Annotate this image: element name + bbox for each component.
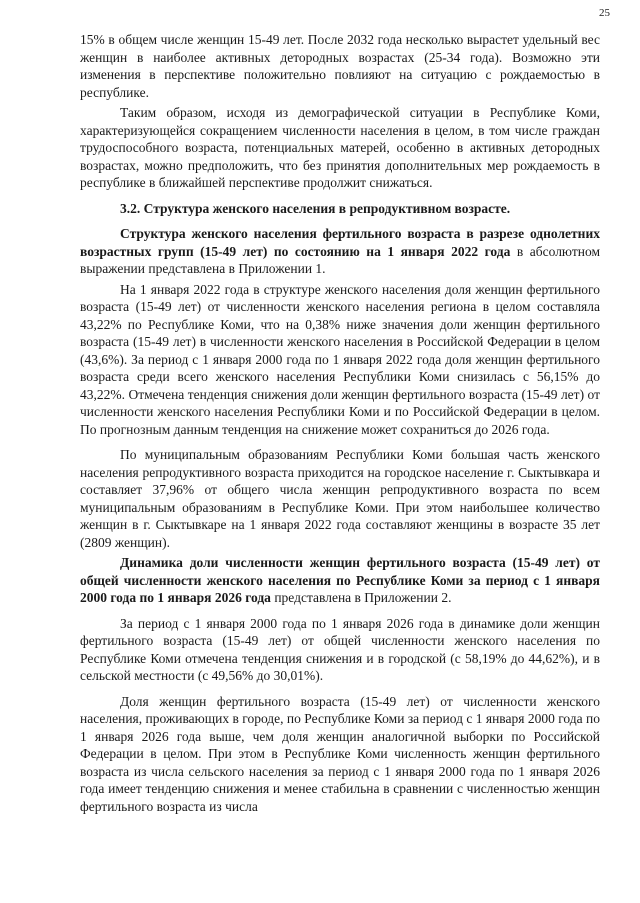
paragraph-structure-rest: в абсолютном выражении представлена в Приложении 1. [80,243,600,276]
paragraph-continuation: 15% в общем числе женщин 15-49 лет. После 2032 года несколько вырастет удельный вес женщин в наиболее активных детородных возрастах (25-34 года). Возможно эти изменения в перспективе положительно повлияют на ситуацию с рождаемостью в республике. [80,32,600,100]
paragraph-municipal: По муниципальным образованиям Республики Коми большая часть женского населения репродуктивного возраста приходится на городское население г. Сыктывкара и составляет 37,96% от общего числа женщин репродуктивного возраста по всем муниципальным образованиям в Республике Коми. При этом наибольшее количество женщин в г. Сыктывкаре на 1 января 2022 года составляют женщины в возрасте 35 лет (2809 женщин). [80,447,600,550]
paragraph-urban-share: Доля женщин фертильного возраста (15-49 лет) от численности женского населения, проживающих в городе, по Республике Коми за период с 1 января 2000 года по 1 января 2026 года выше, чем доля женщин аналогичной выборки по Российской Федерации в целом. При этом в Республике Коми численность женщин фертильного возраста из числа сельского населения за период с 1 января 2000 года по 1 января 2026 года имеет тенденцию снижения и менее стабильна в сравнении с численностью женщин фертильного возраста из числа [80,693,600,814]
paragraph-dynamics-bold: Динамика доли численности женщин фертильного возраста (15-49 лет) от общей численности женского населения по Республике Коми за период с 1 января 2000 года по 1 января 2026 года [80,555,600,605]
paragraph-dynamics-rest: представлена в Приложении 2. [270,590,452,605]
section-heading: 3.2. Структура женского населения в репродуктивном возрасте. [120,200,511,216]
paragraph-urban-rural: За период с 1 января 2000 года по 1 января 2026 года в динамике доли женщин фертильного возраста (15-49 лет) от общей численности женского населения по Республике Коми отмечена тенденция снижения и в городской (с 58,19% до 44,62%), и в сельской местности (с 49,56% до 30,01%). [80,615,600,683]
paragraph-structure [80,225,600,278]
paragraph-dynamics [80,554,600,607]
paragraph-share-2022: На 1 января 2022 года в структуре женского населения доля женщин фертильного возраста (15-49 лет) от численности женского населения региона в целом составляла 43,22% по Республике Коми, что на 0,38% ниже значения доли женщин фертильного возраста (15-49 лет) в численности женского населения в Российской Федерации в целом (43,6%). За период с 1 января 2000 года по 1 января 2022 года доля женщин фертильного возраста среди всего женского населения Республики Коми снизилась с 56,15% до 43,22%. Отмечена тенденция снижения доли женщин фертильного возраста (15-49 лет) от численности женского населения Республики Коми и по Российской Федерации в целом. По прогнозным данным тенденция на снижение может сохраниться до 2026 года. [80,281,600,437]
paragraph-conclusion: Таким образом, исходя из демографической ситуации в Республике Коми, характеризующейся сокращением численности населения в целом, в том числе граждан трудоспособного возраста, потенциальных матерей, особенно в активных детородных возрастах, можно предположить, что без принятия дополнительных мер рождаемость в республике в ближайшей перспективе продолжит снижаться. [80,105,600,190]
paragraph-structure-bold: Структура женского населения фертильного возраста в разрезе однолетних возрастных групп (15-49 лет) по состоянию на 1 января 2022 года [80,226,600,259]
page-number: 25 [599,7,610,19]
document-body [80,31,600,815]
